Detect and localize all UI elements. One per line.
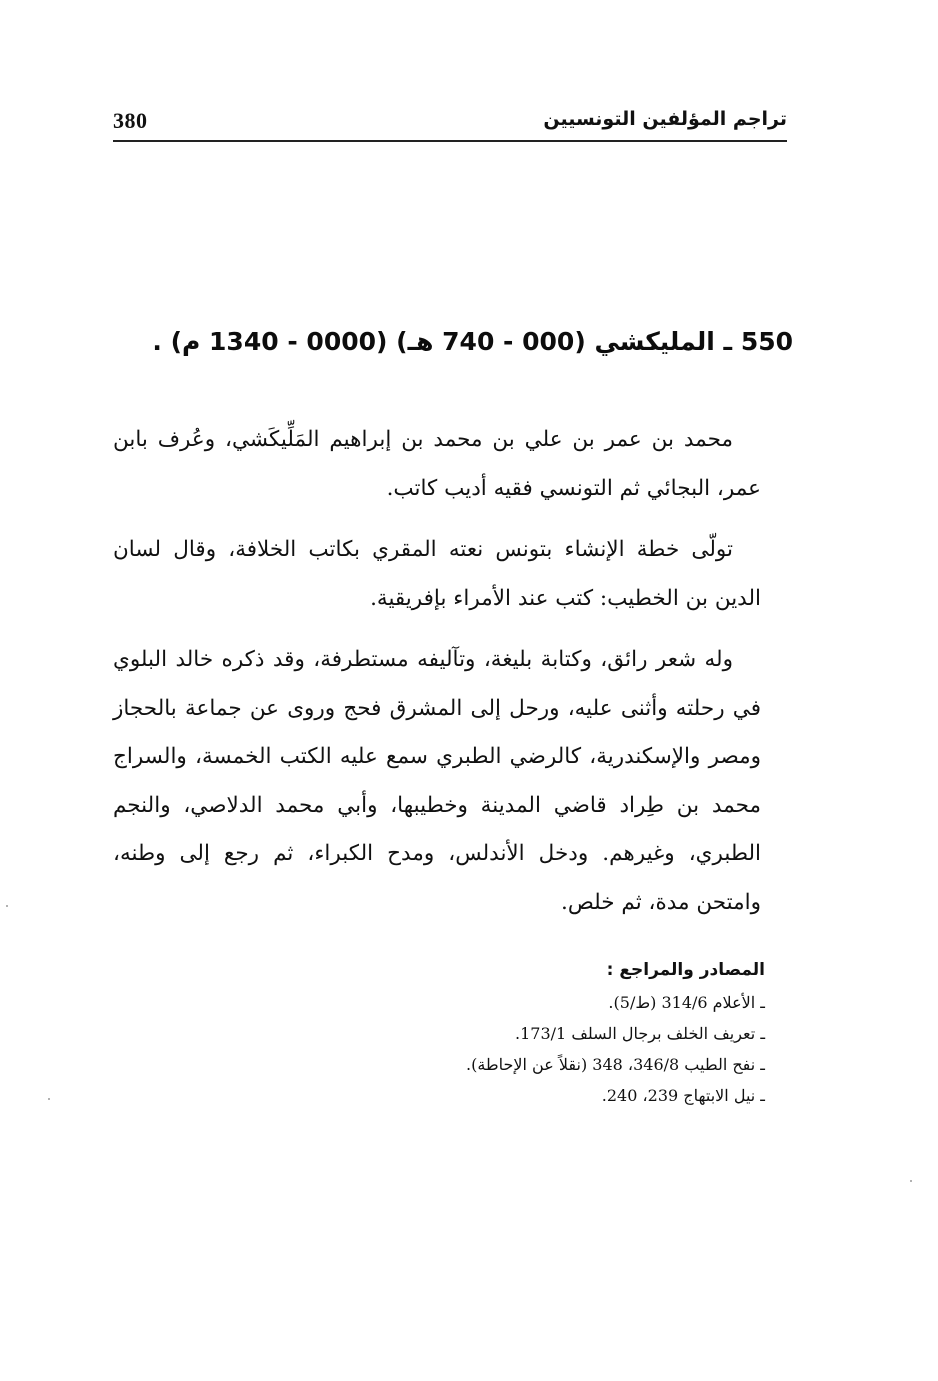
source-item: ـ تعريف الخلف برجال السلف 173/1. xyxy=(515,1024,765,1043)
page-number: 380 xyxy=(113,108,148,133)
entry-title: 550 ـ المليكشي (000 - 740 هـ) (0000 - 1340 م) . xyxy=(152,327,793,356)
header-rule xyxy=(113,140,787,142)
running-head xyxy=(113,108,787,144)
source-item: ـ نيل الابتهاج 239، 240. xyxy=(601,1086,765,1105)
sources-list xyxy=(466,987,765,1111)
scan-speck xyxy=(48,1098,50,1100)
scan-speck xyxy=(6,905,8,907)
entry-paragraph-2: تولّى خطة الإنشاء بتونس نعته المقري بكاتب الخلافة، وقال لسان الدين بن الخطيب: كتب عند الأمراء بإفريقية. xyxy=(113,537,761,611)
sources-block xyxy=(466,955,765,1111)
source-item: ـ نفح الطيب 346/8، 348 (نقلاً عن الإحاطة). xyxy=(465,1055,765,1074)
book-title: تراجم المؤلفين التونسيين xyxy=(543,108,787,130)
entry-paragraph-1: محمد بن عمر بن علي بن محمد بن إبراهيم المَلِّيكَشي، وعُرف بابن عمر، البجائي ثم التونسي فقيه أديب كاتب. xyxy=(113,427,761,501)
entry-body xyxy=(113,416,761,940)
sources-heading: المصادر والمراجع : xyxy=(606,960,765,980)
scan-speck xyxy=(910,1180,912,1182)
source-item: ـ الأعلام 314/6 (ط/5). xyxy=(608,993,765,1012)
entry-paragraph-3: وله شعر رائق، وكتابة بليغة، وتآليفه مستطرفة، وقد ذكره خالد البلوي في رحلته وأثنى عليه، ورحل إلى المشرق فحج وروى عن جماعة بالحجاز ومصر والإسكندرية، كالرضي الطبري سمع عليه الكتب الخمسة، والسراج محمد بن طِراد قاضي المدينة وخطيبها، وأبي محمد الدلاصي، والنجم الطبري، وغيرهم. ودخل الأندلس، ومدح الكبراء، ثم رجع إلى وطنه، وامتحن مدة، ثم خلص. xyxy=(113,647,761,915)
